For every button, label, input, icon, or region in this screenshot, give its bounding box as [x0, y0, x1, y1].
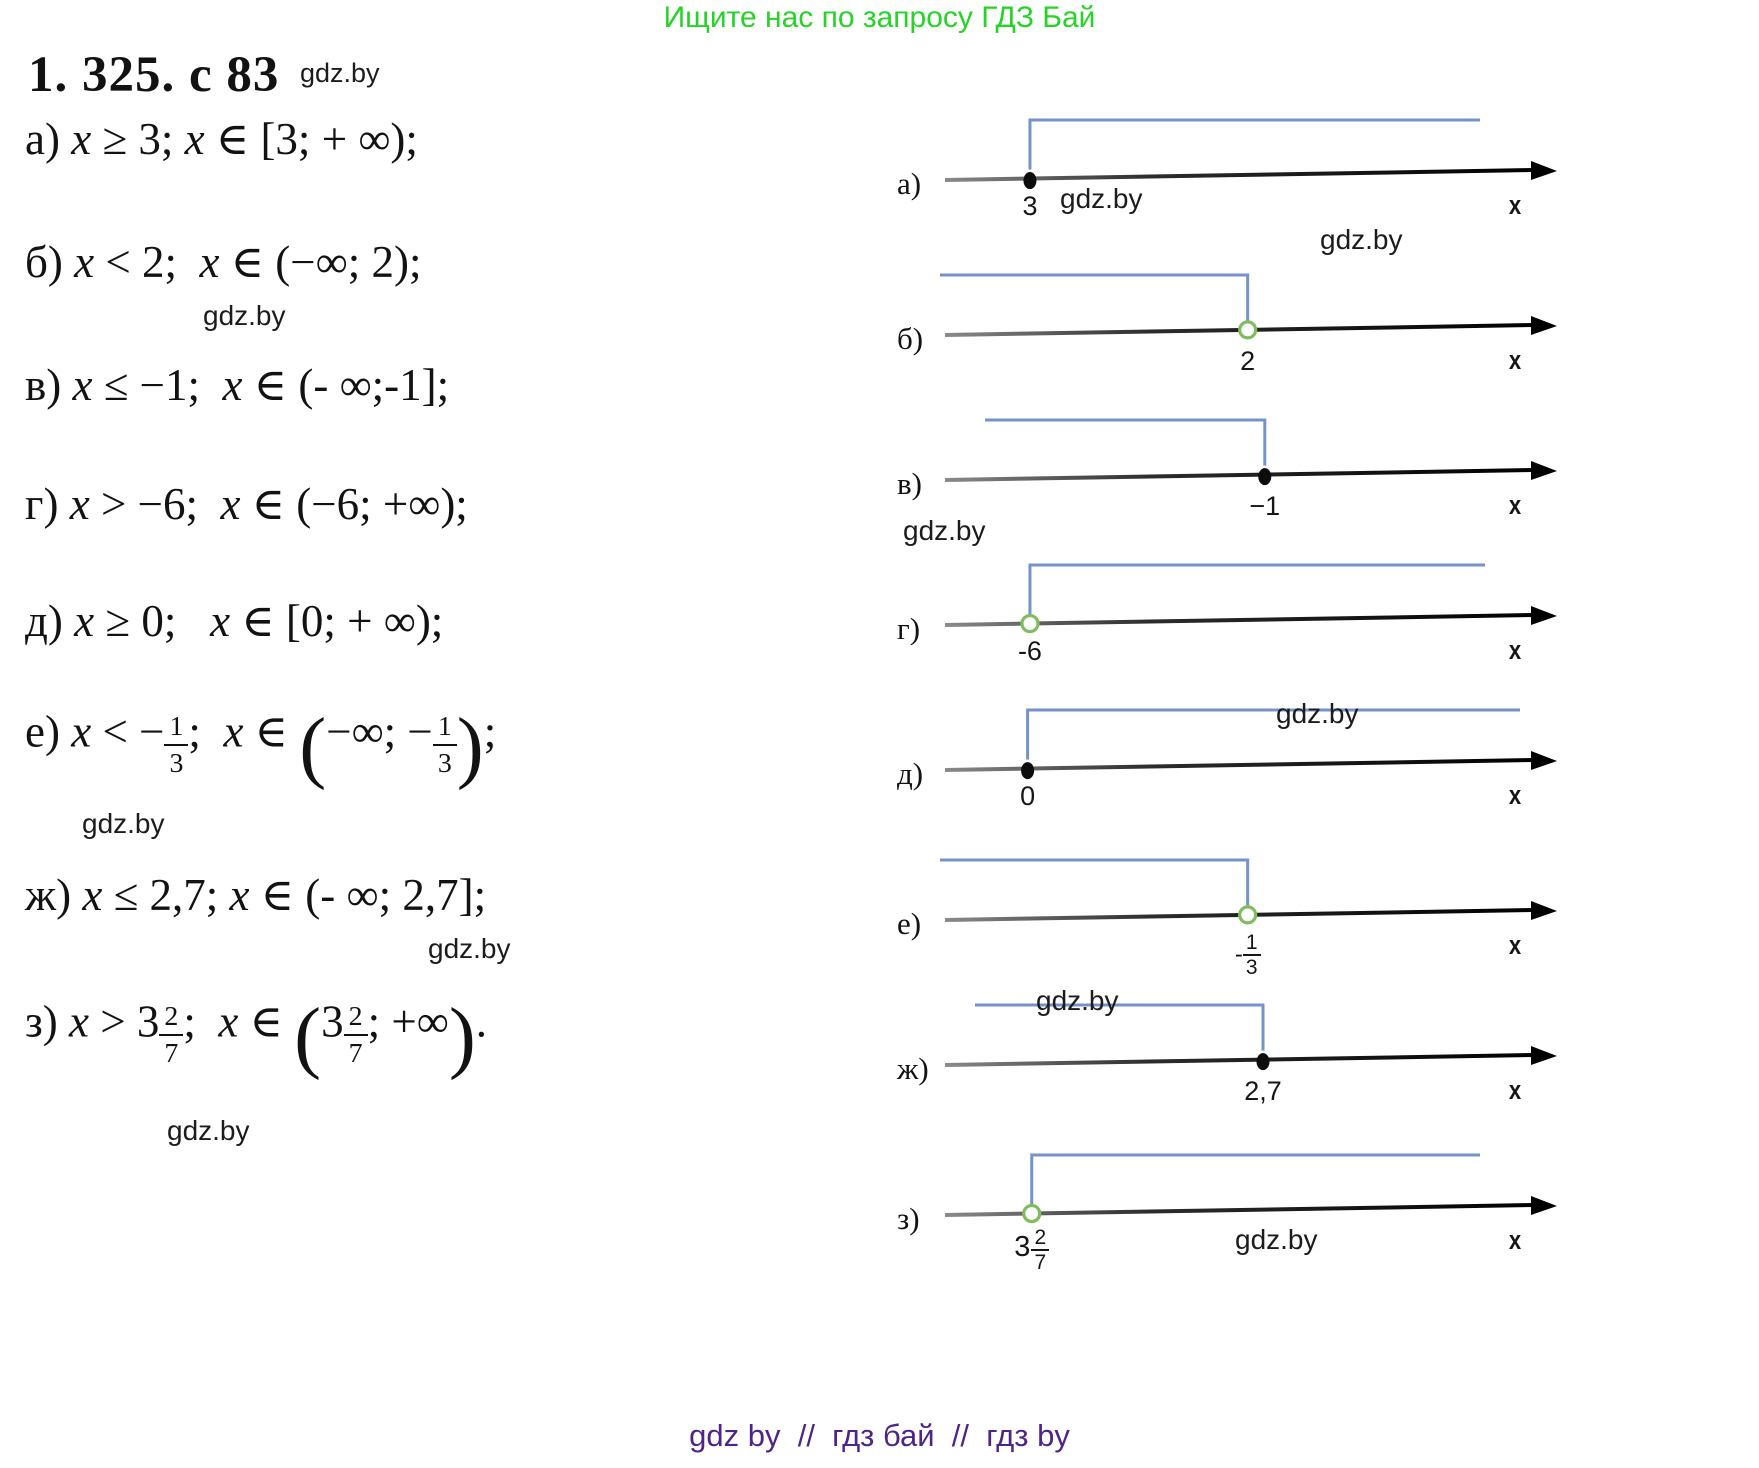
number-line-drawing — [895, 100, 1620, 255]
gdz-watermark: gdz.by — [1235, 1224, 1318, 1255]
math-text: ; — [188, 706, 224, 757]
interval-bracket — [975, 1005, 1263, 1051]
number-line-d — [895, 690, 1620, 845]
fraction-numerator: 2 — [344, 1002, 368, 1036]
closed-endpoint-dot — [1023, 172, 1036, 189]
solution-row-zh — [25, 868, 486, 921]
solution-item-label: ж) — [25, 870, 83, 920]
math-text: < 2; — [94, 237, 200, 287]
math-fraction — [164, 712, 188, 779]
number-line-label: е) — [897, 906, 922, 941]
solution-item-label: а) — [25, 114, 72, 164]
math-text: ; — [183, 996, 219, 1047]
axis-line — [945, 1055, 1535, 1065]
math-text: ; — [483, 706, 497, 757]
math-text: ∈ (- ∞;-1]; — [242, 360, 450, 410]
number-line-label: б) — [897, 321, 924, 356]
fraction-denominator: 7 — [1034, 1251, 1047, 1274]
number-line-zh — [895, 985, 1620, 1140]
number-line-a — [895, 100, 1620, 255]
math-variable: x — [222, 360, 243, 410]
math-variable: x — [72, 360, 93, 410]
gdz-watermark: gdz.by — [1276, 698, 1359, 729]
math-text: ≤ 2,7; — [102, 870, 230, 920]
solution-row-z — [25, 990, 487, 1083]
axis-name-label: x — [1508, 1075, 1522, 1105]
interval-bracket — [940, 860, 1248, 906]
promo-banner: Ищите нас по запросу ГДЗ Бай — [663, 1, 1096, 34]
math-variable: x — [199, 237, 220, 287]
closed-endpoint-dot — [1258, 468, 1271, 485]
fraction-numerator: 1 — [433, 712, 457, 746]
axis-arrowhead — [1531, 1046, 1557, 1065]
big-parenthesis: ) — [456, 701, 484, 791]
interval-bracket — [1028, 710, 1520, 760]
fraction-numerator: 1 — [164, 712, 188, 746]
big-parenthesis: ( — [299, 701, 327, 791]
math-variable: x — [184, 114, 205, 164]
axis-name-label: x — [1508, 190, 1522, 220]
solution-item-label: в) — [25, 360, 73, 410]
mixed-number-whole: 3 — [1014, 1231, 1031, 1263]
math-text: ∈ (−∞; 2); — [219, 237, 422, 287]
number-line-label: д) — [897, 756, 924, 791]
number-line-z — [895, 1135, 1620, 1290]
axis-name-label: x — [1508, 345, 1522, 375]
endpoint-value: 2 — [1240, 346, 1256, 376]
axis-arrowhead — [1531, 751, 1557, 770]
math-text: ; +∞ — [367, 996, 449, 1047]
closed-endpoint-dot — [1257, 1053, 1270, 1070]
math-variable: x — [223, 706, 244, 757]
math-fraction — [159, 1002, 183, 1069]
number-line-drawing — [895, 400, 1620, 555]
gdz-watermark: gdz.by — [1320, 224, 1403, 255]
solution-item-label: г) — [25, 479, 70, 529]
number-line-label: г) — [897, 611, 921, 646]
solution-row-d — [25, 594, 443, 647]
math-text: ∈ (- ∞; 2,7]; — [249, 870, 487, 920]
math-variable: x — [220, 479, 241, 529]
math-variable: x — [71, 114, 92, 164]
tick-fraction — [1031, 1227, 1049, 1273]
math-fraction — [433, 712, 457, 779]
gdz-watermark: gdz.by — [300, 58, 380, 88]
fraction-denominator: 7 — [164, 1038, 179, 1070]
gdz-watermark: gdz.by — [428, 933, 511, 964]
math-text: < − — [91, 706, 165, 757]
math-text: ∈ — [238, 996, 295, 1047]
interval-bracket — [1032, 1155, 1480, 1205]
math-text: ≤ −1; — [92, 360, 223, 410]
endpoint-value: 3 — [1022, 191, 1038, 221]
number-line-drawing — [895, 545, 1620, 700]
number-line-label: ж) — [897, 1051, 929, 1086]
gdz-watermark: gdz.by — [203, 300, 286, 331]
number-line-drawing — [895, 985, 1620, 1140]
open-endpoint-circle — [1240, 907, 1256, 923]
axis-line — [945, 470, 1535, 480]
axis-arrowhead — [1531, 1196, 1557, 1215]
number-line-v — [895, 400, 1620, 555]
axis-arrowhead — [1531, 901, 1557, 920]
interval-bracket — [985, 420, 1265, 466]
math-text: −∞; − — [326, 706, 433, 757]
tick-minus-sign: - — [1234, 941, 1243, 968]
solution-row-e — [25, 700, 496, 793]
axis-arrowhead — [1531, 316, 1557, 335]
math-text: ∈ (−6; +∞); — [240, 479, 468, 529]
math-variable: x — [218, 996, 239, 1047]
math-variable: x — [74, 596, 95, 646]
solution-row-v — [25, 358, 449, 411]
gdz-watermark: gdz.by — [1036, 985, 1119, 1016]
gdz-watermark: gdz.by — [1060, 183, 1143, 214]
solution-row-b — [25, 235, 422, 288]
fraction-denominator: 3 — [437, 748, 452, 780]
open-endpoint-circle — [1022, 616, 1038, 632]
solution-item-label: е) — [25, 706, 72, 757]
solution-row-a — [25, 112, 418, 165]
math-text: > −6; — [89, 479, 221, 529]
math-text: ∈ [0; + ∞); — [230, 596, 444, 646]
math-text: 3 — [321, 996, 344, 1047]
open-endpoint-circle — [1240, 322, 1256, 338]
gdz-watermark: gdz.by — [903, 515, 986, 546]
axis-name-label: x — [1508, 1225, 1522, 1255]
fraction-numerator: 1 — [1243, 932, 1261, 956]
footer-tags: gdz by // гдз бай // гдз by — [689, 1418, 1070, 1453]
fraction-denominator: 7 — [348, 1038, 363, 1070]
endpoint-value: -6 — [1017, 636, 1042, 666]
math-text: ∈ — [243, 706, 300, 757]
math-variable: x — [69, 996, 89, 1047]
number-line-label: з) — [897, 1201, 920, 1236]
axis-arrowhead — [1531, 461, 1557, 480]
tick-fraction — [1243, 932, 1261, 978]
fraction-denominator: 3 — [169, 748, 184, 780]
axis-name-label: x — [1508, 930, 1522, 960]
axis-name-label: x — [1508, 780, 1522, 810]
endpoint-value: −1 — [1249, 491, 1281, 521]
math-text: ≥ 3; — [91, 114, 185, 164]
math-text: . — [475, 996, 488, 1047]
math-variable: x — [210, 596, 231, 646]
gdz-watermark: gdz.by — [167, 1115, 250, 1146]
math-variable: x — [69, 479, 90, 529]
fraction-numerator: 2 — [1031, 1227, 1049, 1251]
number-line-e — [895, 840, 1620, 995]
solution-item-label: б) — [25, 237, 75, 287]
solution-item-label: з) — [25, 996, 70, 1047]
interval-bracket — [1030, 565, 1485, 615]
endpoint-value: 0 — [1020, 781, 1036, 811]
math-fraction — [344, 1002, 368, 1069]
gdz-watermark: gdz.by — [82, 808, 165, 839]
math-variable: x — [74, 237, 95, 287]
number-line-label: в) — [897, 466, 922, 501]
number-line-drawing — [895, 255, 1620, 410]
solution-item-label: д) — [25, 596, 75, 646]
math-variable: x — [82, 870, 103, 920]
number-line-b — [895, 255, 1620, 410]
open-endpoint-circle — [1024, 1206, 1040, 1222]
big-parenthesis: ) — [448, 991, 476, 1081]
endpoint-value — [987, 1227, 1077, 1273]
number-line-label: а) — [897, 166, 922, 201]
axis-arrowhead — [1531, 606, 1557, 625]
solution-row-g — [25, 477, 468, 530]
number-line-g — [895, 545, 1620, 700]
axis-arrowhead — [1531, 161, 1557, 180]
math-text: > 3 — [89, 996, 160, 1047]
axis-name-label: x — [1508, 635, 1522, 665]
interval-bracket — [1030, 120, 1480, 170]
number-line-drawing — [895, 690, 1620, 845]
page-title: 1. 325. с 83 — [28, 47, 280, 103]
fraction-numerator: 2 — [159, 1002, 183, 1036]
endpoint-value: 2,7 — [1244, 1076, 1282, 1106]
big-parenthesis: ( — [294, 991, 322, 1081]
axis-name-label: x — [1508, 490, 1522, 520]
math-text: ∈ [3; + ∞); — [204, 114, 418, 164]
math-text: ≥ 0; — [94, 596, 211, 646]
closed-endpoint-dot — [1021, 762, 1034, 779]
endpoint-value — [1203, 932, 1293, 978]
math-variable: x — [229, 870, 250, 920]
fraction-denominator: 3 — [1245, 956, 1258, 979]
math-variable: x — [71, 706, 92, 757]
interval-bracket — [940, 275, 1248, 321]
